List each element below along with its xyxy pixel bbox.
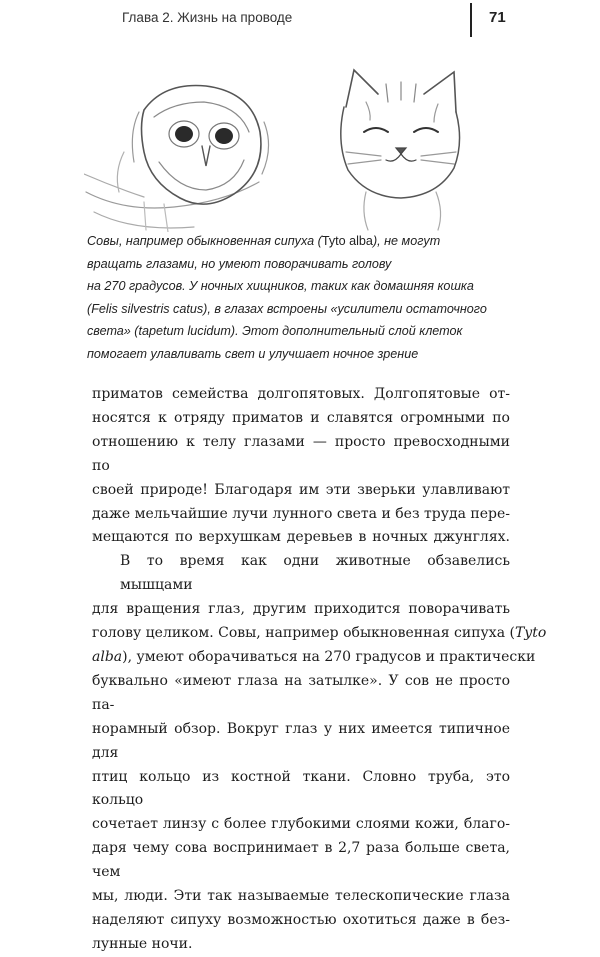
text-span: ), умеют оборачиваться на 270 градусов и практически	[122, 648, 536, 665]
caption-text: Совы, например обыкновенная сипуха (	[87, 234, 322, 248]
text-line: норамный обзор. Вокруг глаз у них имеется типичное для	[92, 720, 510, 761]
text-line: даже мельчайшие лучи лунного света и без труда пере-	[92, 505, 510, 522]
italic-latin-name: Tyto	[514, 625, 547, 642]
text-line	[92, 646, 536, 670]
text-line: мы, люди. Эти так называемые телескопические глаза	[92, 888, 510, 905]
caption-line: помогает улавливать свет и улучшает ночное зрение	[87, 346, 419, 361]
text-line: буквально «имеют глаза на затылке». У сов не просто па-	[92, 672, 510, 713]
text-line	[92, 622, 547, 646]
italic-latin-name: alba	[92, 648, 123, 665]
caption-line: света» (tapetum lucidum). Этот дополнительный слой клеток	[87, 324, 463, 338]
text-line: сочетает линзу с более глубокими слоями кожи, благо-	[92, 816, 510, 833]
text-line: мещаются по верхушкам деревьев в ночных джунглях.	[92, 529, 510, 546]
caption-line: на 270 градусов. У ночных хищников, таких как домашняя кошка	[87, 279, 474, 293]
text-span: голову целиком. Совы, например обыкновенная сипуха (	[92, 625, 515, 642]
text-line: для вращения глаз, другим приходится поворачивать	[92, 601, 510, 618]
header-rule	[470, 3, 472, 37]
caption-text: ), не могут	[372, 234, 441, 248]
body-text	[92, 383, 547, 957]
text-line: птиц кольцо из костной ткани. Словно труба, это кольцо	[92, 768, 510, 809]
caption-line: (Felis silvestris catus), в глазах встроены «усилители остаточного	[87, 301, 487, 316]
text-line: лунные ночи.	[92, 935, 193, 952]
page-number: 71	[489, 9, 506, 26]
kitten-illustration-icon	[326, 62, 476, 232]
caption-latin-name: Tyto alba	[321, 234, 373, 248]
text-line: своей природе! Благодаря им эти зверьки улавливают	[92, 481, 510, 498]
text-line: наделяют сипуху возможностью охотиться даже в без-	[92, 911, 510, 928]
running-head: Глава 2. Жизнь на проводе	[122, 10, 293, 25]
text-line: даря чему сова воспринимает в 2,7 раза больше света, чем	[92, 840, 510, 881]
figure-caption	[87, 230, 537, 365]
text-line: приматов семейства долгопятовых. Долгопятовые от-	[92, 386, 510, 402]
caption-line	[87, 230, 537, 253]
text-line: отношению к телу глазами — просто превосходными по	[92, 433, 510, 474]
barn-owl-illustration-icon	[84, 62, 304, 232]
text-line: В то время как одни животные обзавелись мышцами	[120, 553, 510, 594]
text-line: носятся к отряду приматов и славятся огромными по	[92, 409, 510, 426]
caption-line: вращать глазами, но умеют поворачивать голову	[87, 256, 392, 271]
